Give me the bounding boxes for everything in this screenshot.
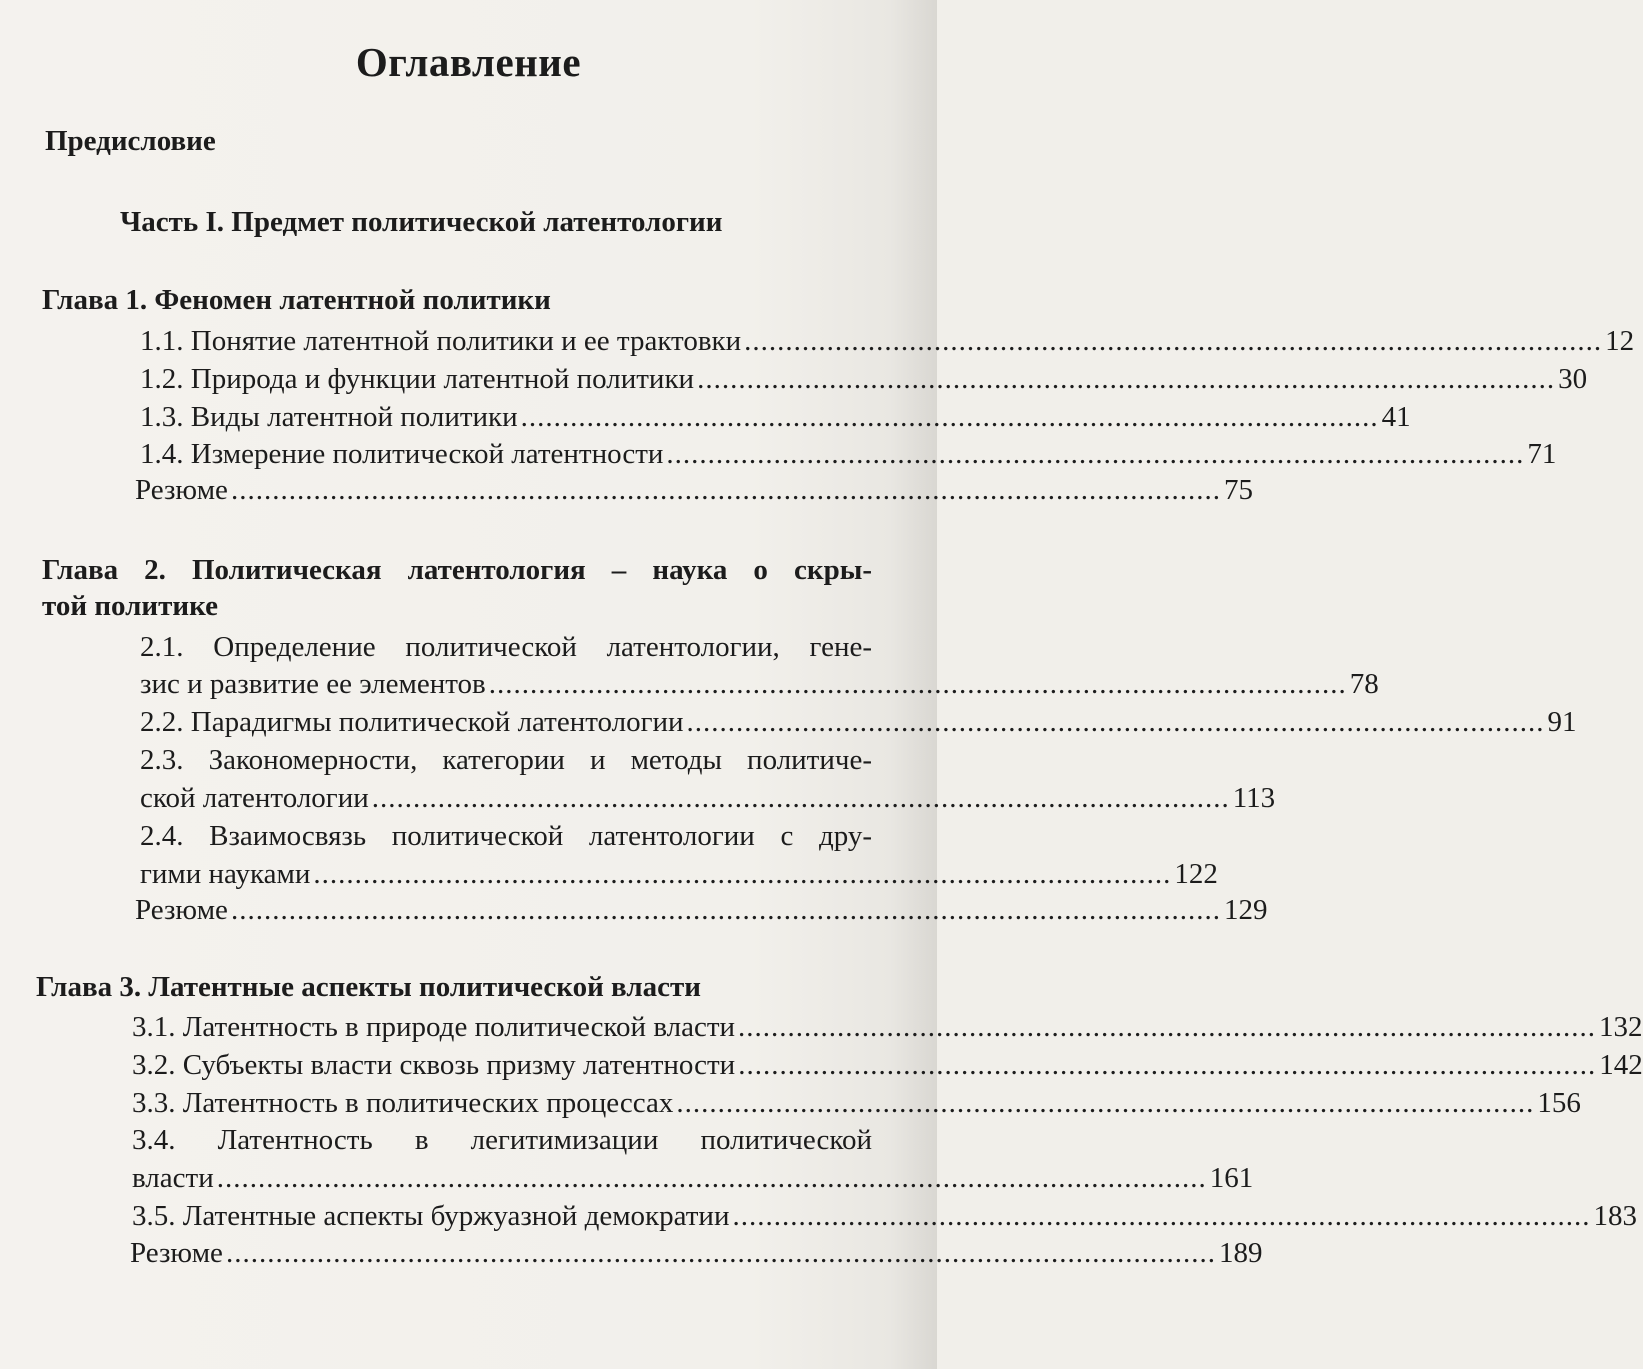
toc-entry-title: 3.5. Латентные аспекты буржуазной демократии xyxy=(132,1200,730,1232)
toc-entry-title: зис и развитие ее элементов xyxy=(140,668,486,700)
toc-entry[interactable] xyxy=(132,1087,1581,1120)
dot-leader: ........................................................................................................................ xyxy=(230,894,1221,926)
dot-leader: ........................................................................................................ xyxy=(744,325,1603,357)
toc-entry[interactable] xyxy=(140,858,1218,891)
toc-entry[interactable] xyxy=(140,363,1588,396)
toc-entry[interactable] xyxy=(140,438,1557,471)
part-1-heading: Часть I. Предмет политической латентологии xyxy=(120,206,723,238)
toc-entry-title: Резюме xyxy=(135,894,228,926)
toc-entry-title: 2.2. Парадигмы политической латентологии xyxy=(140,706,684,738)
toc-entry-page: 189 xyxy=(1218,1237,1263,1269)
toc-entry-page: 78 xyxy=(1349,668,1379,700)
toc-entry-page: 91 xyxy=(1547,706,1577,738)
toc-entry-page: 71 xyxy=(1527,438,1557,470)
toc-entry-title: ской латентологии xyxy=(140,782,369,814)
dot-leader: ........................................................................................................................ xyxy=(216,1162,1207,1194)
toc-entry[interactable] xyxy=(140,401,1411,434)
preface-heading: Предисловие xyxy=(45,125,216,157)
toc-entry-line1: 3.4. Латентность в легитимизации политической xyxy=(132,1124,872,1156)
toc-entry[interactable] xyxy=(132,1200,1637,1233)
toc-entry[interactable] xyxy=(132,1049,1643,1082)
toc-entry-title: власти xyxy=(132,1162,214,1194)
toc-entry-title: 1.4. Измерение политической латентности xyxy=(140,438,664,470)
toc-entry-page: 129 xyxy=(1223,894,1268,926)
toc-entry[interactable] xyxy=(140,325,1635,358)
toc-entry-page: 156 xyxy=(1537,1087,1581,1119)
dot-leader: ........................................................................................................ xyxy=(738,1049,1597,1081)
dot-leader: ........................................................................................................ xyxy=(738,1011,1597,1043)
toc-entry-page: 142 xyxy=(1599,1049,1643,1081)
toc-entry-page: 30 xyxy=(1558,363,1588,395)
dot-leader: ........................................................................................................................ xyxy=(230,474,1221,506)
toc-entry-line1: 2.1. Определение политической латентологии, гене- xyxy=(140,631,872,663)
toc-entry[interactable] xyxy=(132,1011,1643,1044)
toc-entry-title: 3.1. Латентность в природе политической власти xyxy=(132,1011,736,1043)
toc-entry[interactable] xyxy=(130,1237,1263,1270)
toc-entry-page: 122 xyxy=(1174,858,1218,890)
toc-entry-title: 1.3. Виды латентной политики xyxy=(140,401,518,433)
toc-entry[interactable] xyxy=(132,1162,1254,1195)
dot-leader: ........................................................................................................ xyxy=(686,706,1545,738)
toc-entry-line1: 2.4. Взаимосвязь политической латентологии с дру- xyxy=(140,820,872,852)
chapter-2-heading-line1: Глава 2. Политическая латентология – наука о скры- xyxy=(42,554,872,586)
toc-entry-title: Резюме xyxy=(130,1237,223,1269)
dot-leader: ........................................................................................................................ xyxy=(225,1237,1216,1269)
toc-entry-page: 161 xyxy=(1209,1162,1254,1194)
chapter-2-heading-line2: той политике xyxy=(42,590,218,622)
toc-entry-title: 1.2. Природа и функции латентной политики xyxy=(140,363,695,395)
toc-entry-page: 113 xyxy=(1232,782,1276,814)
toc-entry[interactable] xyxy=(140,668,1379,701)
toc-entry-title: Резюме xyxy=(135,474,228,506)
toc-entry-page: 41 xyxy=(1381,401,1411,433)
toc-entry[interactable] xyxy=(135,894,1268,927)
toc-entry-title: 1.1. Понятие латентной политики и ее трактовки xyxy=(140,325,742,357)
toc-entry-line1: 2.3. Закономерности, категории и методы политиче- xyxy=(140,744,872,776)
dot-leader: ........................................................................................................ xyxy=(676,1087,1535,1119)
dot-leader: ........................................................................................................ xyxy=(488,668,1347,700)
dot-leader: ........................................................................................................ xyxy=(371,782,1230,814)
toc-entry[interactable] xyxy=(140,706,1577,739)
toc-entry[interactable] xyxy=(140,782,1276,815)
toc-entry-title: 3.2. Субъекты власти сквозь призму латентности xyxy=(132,1049,736,1081)
page-title: Оглавление xyxy=(355,39,582,85)
toc-entry[interactable] xyxy=(135,474,1253,507)
dot-leader: ........................................................................................................ xyxy=(313,858,1172,890)
toc-entry-page: 75 xyxy=(1223,474,1253,506)
toc-entry-title: гими науками xyxy=(140,858,311,890)
chapter-3-heading: Глава 3. Латентные аспекты политической власти xyxy=(36,971,701,1003)
toc-entry-page: 183 xyxy=(1593,1200,1637,1232)
dot-leader: ........................................................................................................ xyxy=(732,1200,1591,1232)
toc-entry-title: 3.3. Латентность в политических процессах xyxy=(132,1087,674,1119)
toc-entry-page: 12 xyxy=(1605,325,1635,357)
dot-leader: ........................................................................................................ xyxy=(697,363,1556,395)
chapter-1-heading: Глава 1. Феномен латентной политики xyxy=(42,284,551,316)
dot-leader: ........................................................................................................ xyxy=(666,438,1525,470)
dot-leader: ........................................................................................................ xyxy=(520,401,1379,433)
toc-entry-page: 132 xyxy=(1599,1011,1643,1043)
